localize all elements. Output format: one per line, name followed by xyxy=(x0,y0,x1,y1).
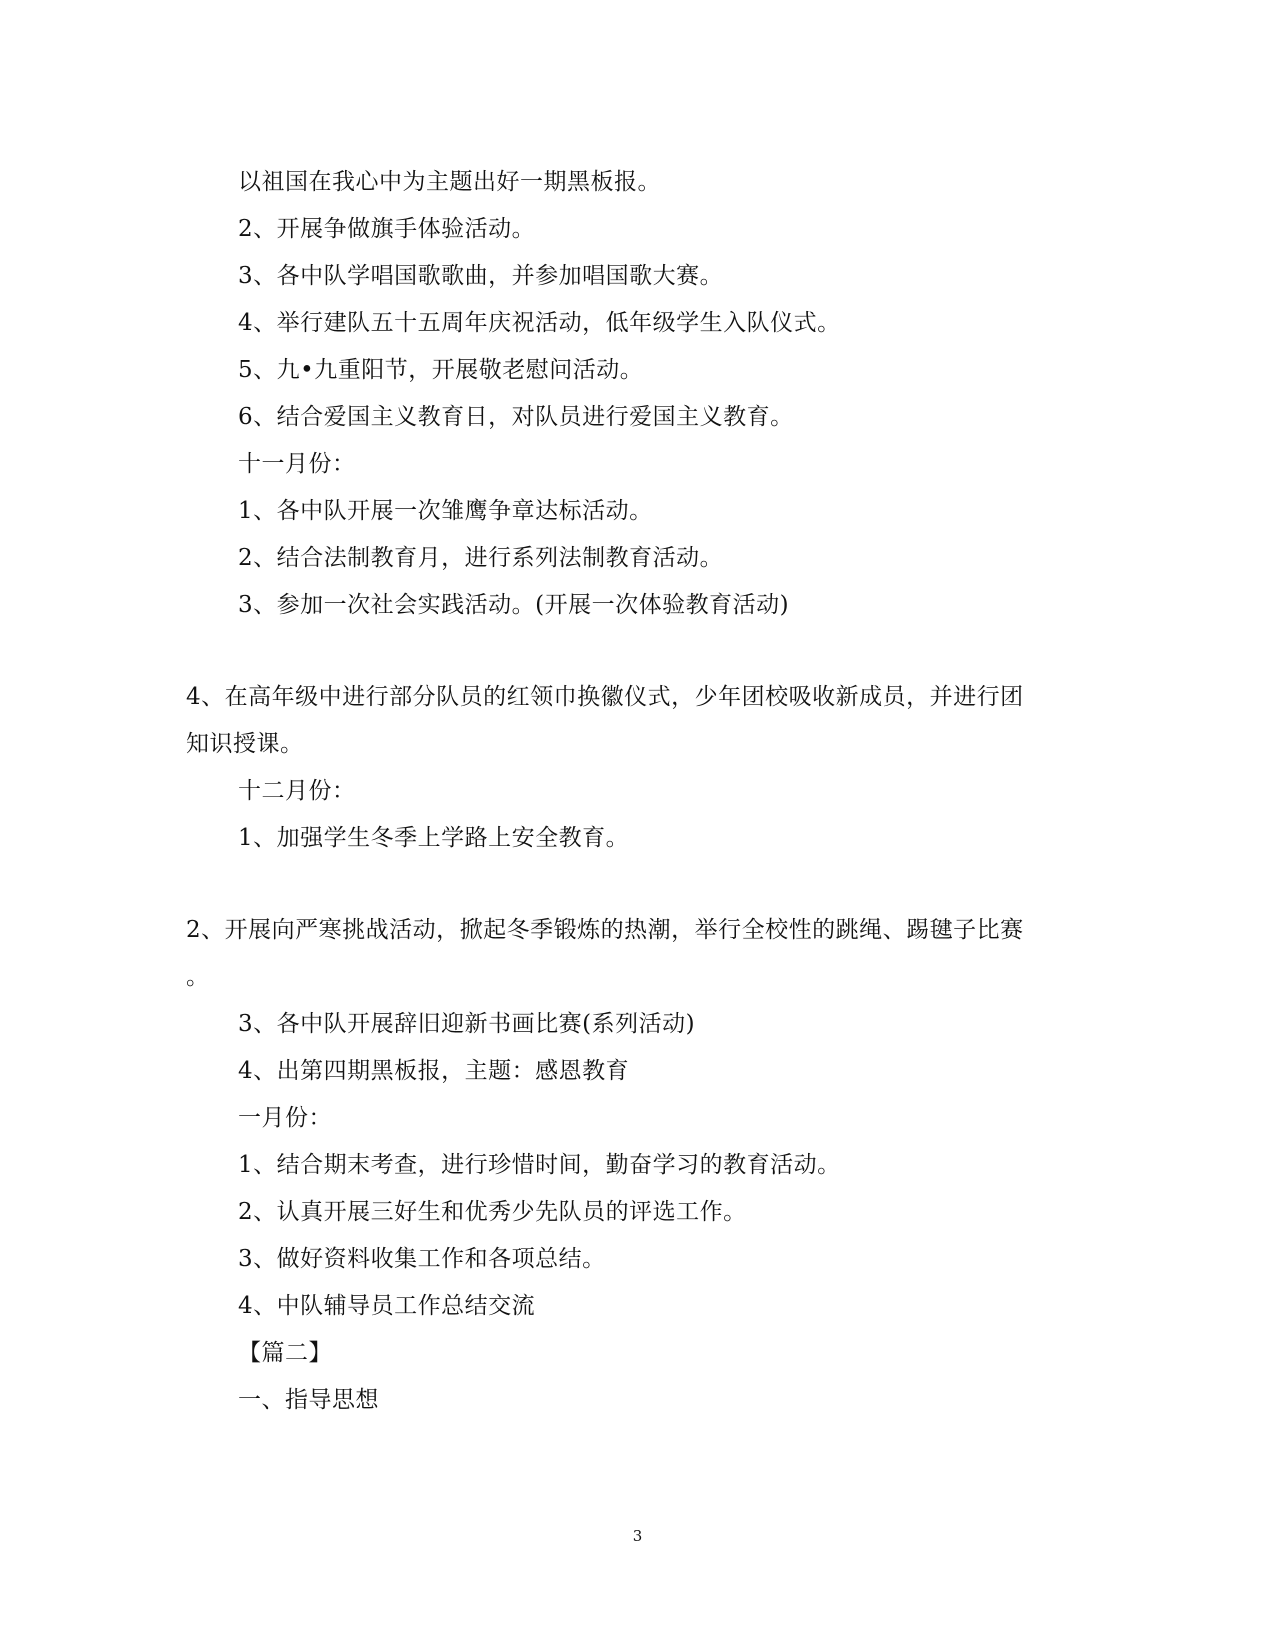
text-line: 1、结合期末考查，进行珍惜时间，勤奋学习的教育活动。 xyxy=(238,1152,841,1178)
text-line: 2、结合法制教育月，进行系列法制教育活动。 xyxy=(238,545,724,571)
text-line: 知识授课。 xyxy=(186,731,304,757)
text-line: 5、九•九重阳节，开展敬老慰问活动。 xyxy=(238,357,644,383)
text-line: 。 xyxy=(186,964,210,990)
text-line: 1、各中队开展一次雏鹰争章达标活动。 xyxy=(238,498,653,524)
text-line: 3、做好资料收集工作和各项总结。 xyxy=(238,1246,606,1272)
text-line: 2、认真开展三好生和优秀少先队员的评选工作。 xyxy=(238,1199,747,1225)
text-line: 6、结合爱国主义教育日，对队员进行爱国主义教育。 xyxy=(238,404,794,430)
text-line: 2、开展争做旗手体验活动。 xyxy=(238,216,536,242)
section-heading: 一、指导思想 xyxy=(238,1387,379,1413)
section-heading: 十一月份： xyxy=(238,451,356,477)
text-line: 2、开展向严寒挑战活动，掀起冬季锻炼的热潮，举行全校性的跳绳、踢毽子比赛 xyxy=(186,917,1024,943)
text-line: 3、参加一次社会实践活动。(开展一次体验教育活动) xyxy=(238,592,790,618)
text-line: 3、各中队学唱国歌歌曲，并参加唱国歌大赛。 xyxy=(238,263,724,289)
section-heading: 一月份： xyxy=(238,1105,332,1131)
text-line: 1、加强学生冬季上学路上安全教育。 xyxy=(238,825,630,851)
text-line: 4、举行建队五十五周年庆祝活动，低年级学生入队仪式。 xyxy=(238,310,841,336)
text-line: 4、出第四期黑板报，主题：感恩教育 xyxy=(238,1058,630,1084)
section-heading: 【篇二】 xyxy=(238,1340,332,1366)
text-line: 以祖国在我心中为主题出好一期黑板报。 xyxy=(238,169,661,195)
text-line: 4、中队辅导员工作总结交流 xyxy=(238,1293,536,1319)
page-number: 3 xyxy=(632,1527,643,1545)
text-line: 3、各中队开展辞旧迎新书画比赛(系列活动) xyxy=(238,1011,696,1037)
text-line: 4、在高年级中进行部分队员的红领巾换徽仪式，少年团校吸收新成员，并进行团 xyxy=(186,684,1024,710)
section-heading: 十二月份： xyxy=(238,778,356,804)
